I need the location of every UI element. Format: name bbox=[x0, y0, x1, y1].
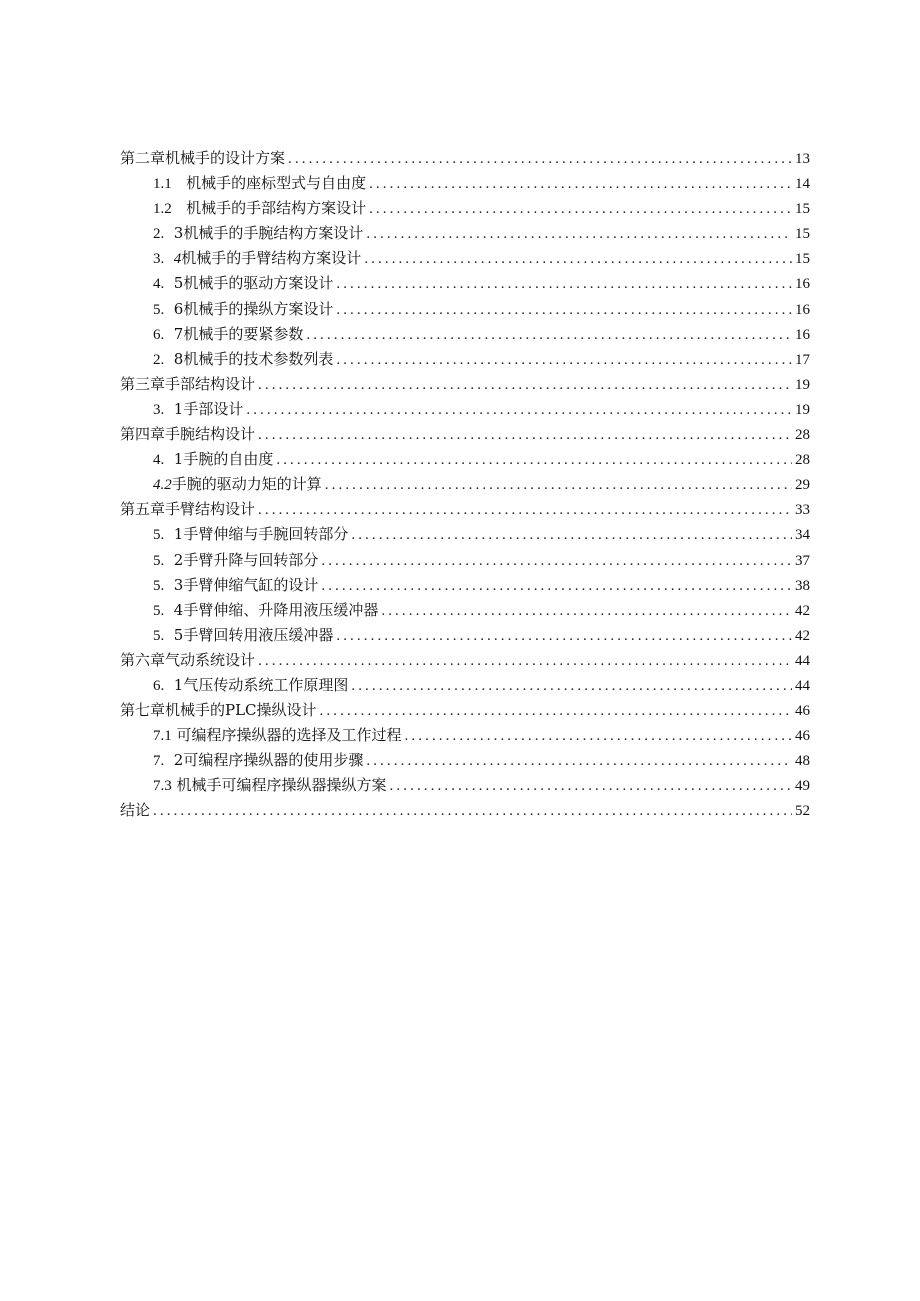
toc-entry[interactable] bbox=[120, 146, 810, 171]
toc-section-label: 机械手的手部结构方案设计 bbox=[186, 199, 367, 218]
toc-entry[interactable] bbox=[120, 447, 810, 472]
toc-entry-title bbox=[153, 196, 366, 222]
toc-entry[interactable] bbox=[120, 297, 810, 322]
toc-entry-title bbox=[153, 297, 333, 323]
toc-entry-title bbox=[153, 748, 363, 774]
toc-leader-dots bbox=[321, 574, 792, 599]
toc-entry[interactable] bbox=[120, 598, 810, 623]
toc-leader-dots bbox=[351, 523, 792, 548]
toc-section-number: 3. bbox=[153, 401, 165, 418]
toc-page-number: 19 bbox=[795, 401, 810, 418]
toc-page-number: 46 bbox=[795, 703, 810, 720]
toc-section-number: 3. bbox=[153, 251, 165, 268]
toc-page-number: 15 bbox=[795, 251, 810, 268]
toc-entry[interactable] bbox=[120, 196, 810, 221]
toc-page-number: 15 bbox=[795, 226, 810, 243]
toc-section-number: 4. bbox=[153, 276, 165, 293]
toc-page-number: 49 bbox=[795, 778, 810, 795]
toc-section-number: 5. bbox=[153, 627, 165, 644]
toc-entry-title: 第二章机械手的设计方案 bbox=[120, 149, 286, 167]
toc-page-number: 16 bbox=[795, 326, 810, 343]
toc-entry[interactable] bbox=[120, 748, 810, 773]
toc-entry[interactable] bbox=[120, 648, 810, 673]
toc-entry-title bbox=[153, 598, 378, 624]
toc-entry-title bbox=[153, 522, 348, 548]
toc-entry[interactable] bbox=[120, 397, 810, 422]
toc-section-number: 5. bbox=[153, 577, 165, 594]
toc-entry[interactable] bbox=[120, 623, 810, 648]
toc-entry-title bbox=[153, 347, 333, 373]
toc-entry-title bbox=[153, 322, 303, 348]
toc-leader-dots bbox=[258, 373, 792, 398]
toc-leader-dots bbox=[364, 247, 792, 272]
toc-page-number: 16 bbox=[795, 276, 810, 293]
toc-section-number: 2. bbox=[153, 226, 165, 243]
toc-entry[interactable] bbox=[120, 271, 810, 296]
toc-page-number: 14 bbox=[795, 176, 810, 193]
toc-section-number: 5. bbox=[153, 552, 165, 569]
toc-page-number: 46 bbox=[795, 728, 810, 745]
toc-section-label: 机械手的座标型式与自由度 bbox=[186, 174, 367, 193]
toc-page-number: 38 bbox=[795, 577, 810, 594]
toc-page-number: 33 bbox=[795, 502, 810, 519]
toc-entry-title bbox=[153, 573, 318, 599]
toc-section-label: 可编程序操纵器的选择及工作过程 bbox=[176, 726, 402, 745]
toc-leader-dots bbox=[336, 348, 792, 373]
toc-section-number: 1.2 bbox=[153, 201, 172, 218]
toc-leader-dots bbox=[306, 323, 792, 348]
toc-section-label: 7机械手的要紧参数 bbox=[173, 324, 304, 343]
toc-entry[interactable] bbox=[120, 246, 810, 271]
toc-entry[interactable] bbox=[120, 221, 810, 246]
toc-section-number: 6. bbox=[153, 677, 165, 694]
toc-entry[interactable] bbox=[120, 422, 810, 447]
toc-leader-dots bbox=[153, 799, 792, 824]
toc-entry-title: 第五章手臂结构设计 bbox=[120, 500, 256, 519]
toc-entry-title bbox=[153, 447, 273, 473]
toc-leader-dots bbox=[390, 774, 792, 799]
toc-leader-dots bbox=[336, 272, 792, 297]
toc-entry-title bbox=[153, 246, 361, 272]
toc-entry[interactable] bbox=[120, 673, 810, 698]
toc-section-label: 机械手可编程序操纵器操纵方案 bbox=[176, 776, 387, 795]
toc-leader-dots bbox=[321, 549, 792, 574]
toc-page-number: 42 bbox=[795, 627, 810, 644]
toc-page-number: 44 bbox=[795, 652, 810, 669]
toc-section-number: 5. bbox=[153, 527, 165, 544]
toc-section-label: 4手臂伸缩、升降用液压缓冲器 bbox=[173, 600, 379, 619]
toc-entry[interactable] bbox=[120, 698, 810, 723]
toc-entry-title bbox=[153, 221, 363, 247]
toc-page-number: 16 bbox=[795, 301, 810, 318]
toc-entry[interactable] bbox=[120, 798, 810, 823]
toc-entry[interactable] bbox=[120, 573, 810, 598]
toc-page-number: 34 bbox=[795, 527, 810, 544]
toc-entry-title bbox=[153, 723, 402, 749]
toc-leader-dots bbox=[246, 398, 792, 423]
toc-entry[interactable] bbox=[120, 472, 810, 497]
toc-section-label: 5机械手的驱动方案设计 bbox=[173, 274, 334, 293]
toc-entry-title bbox=[153, 171, 366, 197]
toc-leader-dots bbox=[366, 222, 792, 247]
toc-page-number: 42 bbox=[795, 602, 810, 619]
toc-entry-title: 第三章手部结构设计 bbox=[120, 374, 256, 393]
toc-entry[interactable] bbox=[120, 548, 810, 573]
toc-entry-title: 第七章机械手的PLC操纵设计 bbox=[120, 701, 317, 720]
toc-entry-title bbox=[153, 548, 318, 574]
toc-leader-dots bbox=[336, 298, 792, 323]
toc-entry-title bbox=[153, 271, 333, 297]
toc-entry-title: 第四章手腕结构设计 bbox=[120, 425, 256, 444]
toc-section-number: 6. bbox=[153, 326, 165, 343]
toc-section-label: 6机械手的操纵方案设计 bbox=[173, 299, 334, 318]
toc-leader-dots bbox=[351, 674, 792, 699]
toc-section-label: 1手臂伸缩与手腕回转部分 bbox=[173, 525, 349, 544]
toc-leader-dots bbox=[336, 624, 792, 649]
toc-entry[interactable] bbox=[120, 773, 810, 798]
toc-leader-dots bbox=[325, 473, 792, 498]
toc-page-number: 44 bbox=[795, 677, 810, 694]
toc-page-number: 28 bbox=[795, 427, 810, 444]
toc-section-number: 5. bbox=[153, 602, 165, 619]
toc-entry-title: 第六章气动系统设计 bbox=[120, 650, 256, 669]
toc-section-number: 4. bbox=[153, 452, 165, 469]
toc-leader-dots bbox=[320, 699, 792, 724]
toc-entry-title bbox=[153, 397, 243, 423]
toc-page-number: 17 bbox=[795, 351, 810, 368]
toc-leader-dots bbox=[258, 649, 792, 674]
toc-leader-dots bbox=[369, 172, 792, 197]
toc-page-number: 48 bbox=[795, 753, 810, 770]
toc-entry[interactable] bbox=[120, 497, 810, 522]
toc-leader-dots bbox=[369, 197, 792, 222]
toc-entry-title bbox=[153, 472, 322, 498]
toc-page-number: 19 bbox=[795, 376, 810, 393]
toc-entry[interactable] bbox=[120, 322, 810, 347]
toc-entry[interactable] bbox=[120, 347, 810, 372]
toc-section-label: 1手部设计 bbox=[173, 399, 244, 418]
toc-section-label: 3机械手的手腕结构方案设计 bbox=[173, 224, 364, 243]
toc-section-number: 5. bbox=[153, 301, 165, 318]
toc-page-number: 13 bbox=[795, 151, 810, 167]
toc-entry[interactable] bbox=[120, 723, 810, 748]
toc-leader-dots bbox=[276, 448, 792, 473]
toc-section-number: 7. bbox=[153, 753, 165, 770]
toc-page-number: 52 bbox=[795, 803, 810, 820]
toc-entry-title bbox=[153, 673, 348, 699]
toc-section-number: 7.1 bbox=[153, 728, 172, 745]
toc-leader-dots bbox=[366, 749, 792, 774]
toc-section-label: 3手臂伸缩气缸的设计 bbox=[173, 575, 319, 594]
toc-page-number: 15 bbox=[795, 201, 810, 218]
toc-section-number: 1.1 bbox=[153, 176, 172, 193]
toc-section-number: 4.2 bbox=[153, 477, 172, 494]
toc-page-number: 28 bbox=[795, 452, 810, 469]
toc-section-label: 2可编程序操纵器的使用步骤 bbox=[173, 751, 364, 770]
toc-entry[interactable] bbox=[120, 522, 810, 547]
toc-page-number: 29 bbox=[795, 477, 810, 494]
toc-section-label: 手腕的驱动力矩的计算 bbox=[171, 475, 322, 494]
toc-leader-dots bbox=[405, 724, 792, 749]
toc-section-number: 2. bbox=[153, 351, 165, 368]
toc-leader-dots bbox=[288, 147, 792, 172]
toc-page-number: 37 bbox=[795, 552, 810, 569]
toc-entry-title bbox=[153, 623, 333, 649]
toc-section-label: 5手臂回转用液压缓冲器 bbox=[173, 625, 334, 644]
toc-section-label: 1手腕的自由度 bbox=[173, 450, 274, 469]
toc-entry-title bbox=[153, 773, 387, 799]
toc-leader-dots bbox=[258, 498, 792, 523]
toc-entry[interactable] bbox=[120, 372, 810, 397]
toc-entry[interactable] bbox=[120, 171, 810, 196]
table-of-contents bbox=[120, 146, 810, 824]
toc-section-label: 1气压传动系统工作原理图 bbox=[173, 675, 349, 694]
toc-leader-dots bbox=[381, 599, 792, 624]
toc-section-number: 7.3 bbox=[153, 778, 172, 795]
toc-entry-title: 结论 bbox=[120, 801, 151, 820]
toc-section-label: 8机械手的技术参数列表 bbox=[173, 349, 334, 368]
toc-section-label: 2手臂升降与回转部分 bbox=[173, 550, 319, 569]
toc-leader-dots bbox=[258, 423, 792, 448]
toc-section-number-italic: 4 bbox=[173, 251, 182, 268]
toc-section-label: 机械手的手臂结构方案设计 bbox=[181, 249, 362, 268]
